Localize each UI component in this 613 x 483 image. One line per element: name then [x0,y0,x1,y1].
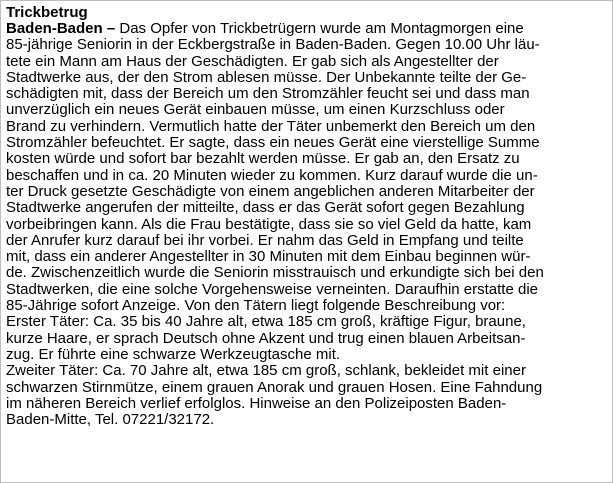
article-line-11: Stadtwerke angerufen der mitteilte, dass er das Gerät sofort gegen Bezahlung [6,199,525,217]
article-line-12: vorbeibringen kann. Als die Frau bestätigte, dass sie so viel Geld da hatte, kam [6,215,532,233]
article-line-15: de. Zwischenzeitlich wurde die Seniorin misstrauisch und erkundigte sich bei den [6,264,544,282]
article-line-17: 85-Jährige sofort Anzeige. Von den Tätern liegt folgende Beschreibung vor: [6,297,506,315]
article-line-5: unverzüglich ein neues Gerät einbauen müsse, um einen Kurzschluss oder [6,101,505,119]
article-line-19: kurze Haare, er sprach Deutsch ohne Akzent und trug einen blauen Arbeitsan- [6,329,526,347]
article-line-20: zug. Er führte eine schwarze Werkzeugtasche mit. [6,345,341,363]
article-line-1: 85-jährige Seniorin in der Eckbergstraße in Baden-Baden. Gegen 10.00 Uhr läu- [6,36,540,54]
article-line-8: kosten würde und sofort bar bezahlt werden müsse. Er gab an, den Ersatz zu [6,150,520,168]
article-line-3: Stadtwerke aus, der den Strom ablesen müsse. Der Unbekannte teilte der Ge- [6,68,527,86]
article [6,4,606,428]
article-line-14: mit, dass ein anderer Angestellter in 30 Minuten mit dem Einbau beginnen wür- [6,248,531,266]
article-line-22: schwarzen Stirnmütze, einem grauen Anorak und grauen Hosen. Eine Fahndung [6,378,543,396]
article-line-21: Zweiter Täter: Ca. 70 Jahre alt, etwa 185 cm groß, schlank, bekleidet mit einer [6,362,526,380]
article-line-6: Brand zu verhindern. Vermutlich hatte der Täter unbemerkt den Bereich um den [6,117,536,135]
article-line-18: Erster Täter: Ca. 35 bis 40 Jahre alt, etwa 185 cm groß, kräftige Figur, braune, [6,313,526,331]
article-line-4: schädigten mit, dass der Bereich um den Stromzähler feucht sei und dass man [6,85,530,103]
article-line-0-text: Das Opfer von Trickbetrügern wurde am Montagmorgen eine [115,20,524,37]
article-dateline: Baden-Baden – [6,20,116,37]
article-line-9: beschaffen und in ca. 20 Minuten wieder zu kommen. Kurz darauf wurde die un- [6,166,538,184]
article-line-16: Stadtwerken, die eine solche Vorgehensweise verneinten. Daraufhin erstatte die [6,280,538,298]
article-line-0 [6,21,606,37]
article-headline: Trickbetrug [6,4,88,21]
article-line-24: Baden-Mitte, Tel. 07221/32172. [6,411,215,429]
article-line-10: ter Druck gesetzte Geschädigte von einem angeblichen anderen Mitarbeiter der [6,182,535,200]
article-line-2: tete ein Mann am Haus der Geschädigten. Er gab sich als Angestellter der [6,52,499,70]
article-line-13: der Anrufer kurz darauf bei ihr vorbei. Er nahm das Geld in Empfang und teilte [6,231,524,249]
article-line-7: Stromzähler befeuchtet. Er sagte, dass ein neues Gerät eine vierstellige Summe [6,134,540,152]
article-line-23: im näheren Bereich verlief erfolglos. Hinweise an den Polizeiposten Baden- [6,394,507,412]
